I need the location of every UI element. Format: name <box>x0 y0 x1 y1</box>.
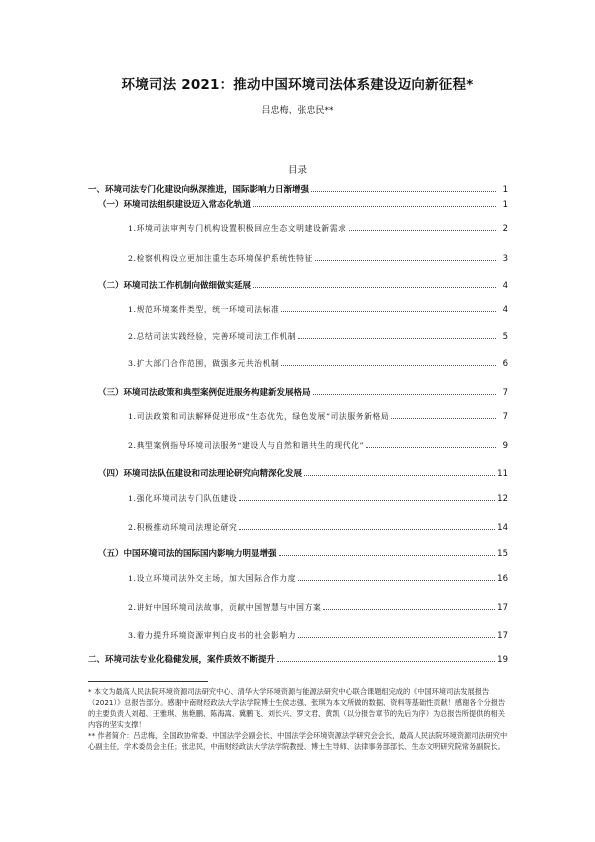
footnote-divider <box>88 681 208 682</box>
authors-line: 吕忠梅、张忠民** <box>261 106 334 116</box>
toc-leader-dots <box>323 608 495 610</box>
toc-entry[interactable] <box>128 328 508 342</box>
toc-page-number: 17 <box>497 631 508 641</box>
toc-entry[interactable] <box>98 384 508 398</box>
toc-entry[interactable] <box>128 627 508 641</box>
toc-entry-label: 1.环境司法审判专门机构设置积极回应生态文明建设新需求 <box>128 224 347 233</box>
toc-leader-dots <box>253 286 496 288</box>
toc-entry-label: 2.积极推动环境司法理论研究 <box>128 523 238 532</box>
toc-entry-label: 2.讲好中国环境司法故事，贡献中国智慧与中国方案 <box>128 603 322 612</box>
toc-entry[interactable] <box>128 301 508 315</box>
toc-leader-dots <box>277 660 495 662</box>
toc-page-number: 7 <box>502 388 508 398</box>
toc-page-number: 1 <box>502 185 508 195</box>
toc-entry-label: 2.总结司法实践经验，完善环境司法工作机制 <box>128 332 297 341</box>
toc-leader-dots <box>279 554 496 556</box>
toc-entry-label: 1.强化环境司法专门队伍建设 <box>128 494 238 503</box>
toc-entry-label: 二、环境司法专业化稳健发展，案件质效不断提升 <box>88 655 276 665</box>
toc-leader-dots <box>298 636 495 638</box>
toc-entry-label: （一）环境司法组织建设迈入常态化轨道 <box>98 200 252 210</box>
toc-leader-dots <box>239 499 495 501</box>
toc-entry[interactable] <box>128 570 508 584</box>
toc-leader-dots <box>298 337 496 339</box>
toc-page-number: 6 <box>502 359 508 369</box>
toc-entry[interactable] <box>128 490 508 504</box>
toc-entry-label: 1.司法政策和司法解释促进形成“生态优先，绿色发展”司法服务新格局 <box>128 412 390 421</box>
toc-entry-label: （五）中国环境司法的国际国内影响力明显增强 <box>98 549 277 559</box>
toc-entry[interactable] <box>128 408 508 422</box>
toc-leader-dots <box>298 579 495 581</box>
toc-entry[interactable] <box>98 277 508 291</box>
toc-leader-dots <box>313 393 496 395</box>
toc-entry-label: 3.着力提升环境资源审判白皮书的社会影响力 <box>128 631 297 640</box>
toc-entry[interactable] <box>98 545 508 559</box>
toc-page-number: 4 <box>502 281 508 291</box>
toc-page-number: 9 <box>502 441 508 451</box>
toc-entry[interactable] <box>88 651 508 665</box>
footnotes <box>88 686 508 752</box>
toc-leader-dots <box>239 528 495 530</box>
toc-leader-dots <box>311 190 496 192</box>
toc-entry-label: （四）环境司法队伍建设和司法理论研究向精深化发展 <box>98 469 303 479</box>
toc-entry[interactable] <box>128 355 508 369</box>
footnote-1: * 本文为最高人民法院环境资源司法研究中心、清华大学环境资源与能源法研究中心联合课题组完成的《中国环境司法发展报告（2021）》总报告部分。感谢中南财经政法大学法学院博士生侯志强、张琪为本文所做的数据、资料等基础性贡献！感谢各个分报告的主要负责人刘超、王雅琪、焦艳鹏、陈海嵩、冀鹏飞、刘长兴、罗文君、黄凯（以分报告章节的先后为序）为总报告所提供的相关内容的坚实支撑！ <box>88 687 506 729</box>
toc-page-number: 11 <box>497 469 508 479</box>
toc-entry-label: 1.设立环境司法外交主场，加大国际合作力度 <box>128 574 297 583</box>
toc-leader-dots <box>391 417 496 419</box>
toc-leader-dots <box>281 310 496 312</box>
toc-page-number: 7 <box>502 412 508 422</box>
toc-entry[interactable] <box>98 465 508 479</box>
toc-entry[interactable] <box>128 437 508 451</box>
toc-leader-dots <box>315 259 496 261</box>
toc-page-number: 17 <box>497 603 508 613</box>
toc-entry-label: （三）环境司法政策和典型案例促进服务构建新发展格局 <box>98 388 311 398</box>
toc-page-number: 19 <box>497 655 508 665</box>
toc-entry[interactable] <box>98 196 508 210</box>
toc-entry-label: 2.典型案例指导环境司法服务“建设人与自然和谐共生的现代化” <box>128 441 365 450</box>
toc-leader-dots <box>304 474 495 476</box>
toc-entry[interactable] <box>128 599 508 613</box>
toc-page-number: 2 <box>502 224 508 234</box>
toc-page-number: 5 <box>502 332 508 342</box>
document-title: 环境司法 2021：推动中国环境司法体系建设迈向新征程* <box>121 77 474 93</box>
toc-page-number: 15 <box>497 549 508 559</box>
toc-entry[interactable] <box>128 519 508 533</box>
toc-page-number: 12 <box>497 494 508 504</box>
toc-entry-label: 3.扩大部门合作范围，做强多元共治机制 <box>128 359 280 368</box>
toc-entry-label: 一、环境司法专门化建设向纵深推进，国际影响力日渐增强 <box>88 185 310 195</box>
toc-heading: 目录 <box>287 165 307 176</box>
toc-page-number: 4 <box>502 305 508 315</box>
toc-entry-label: 2.检察机构设立更加注重生态环境保护系统性特征 <box>128 254 313 263</box>
toc-page-number: 14 <box>497 523 508 533</box>
toc-page-number: 16 <box>497 574 508 584</box>
toc-entry[interactable] <box>128 220 508 234</box>
toc-page-number: 3 <box>502 254 508 264</box>
toc-leader-dots <box>281 364 496 366</box>
footnote-2: ** 作者简介：吕忠梅，全国政协常委、中国法学会副会长、中国法学会环境资源法学研究会会长，最高人民法院环境资源司法研究中心副主任，学术委员会主任；张忠民，中南财经政法大学法学院教授、博士生导师、法律事务部部长、生态文明研究院常务副院长。 <box>88 731 508 751</box>
toc-leader-dots <box>349 229 496 231</box>
toc-entry[interactable] <box>128 250 508 264</box>
toc-leader-dots <box>253 205 496 207</box>
toc-entry-label: 1.规范环境案件类型，统一环境司法标准 <box>128 305 280 314</box>
toc-leader-dots <box>366 446 496 448</box>
toc-entry-label: （二）环境司法工作机制向做细做实延展 <box>98 281 252 291</box>
toc-page-number: 1 <box>502 200 508 210</box>
toc-entry[interactable] <box>88 181 508 195</box>
